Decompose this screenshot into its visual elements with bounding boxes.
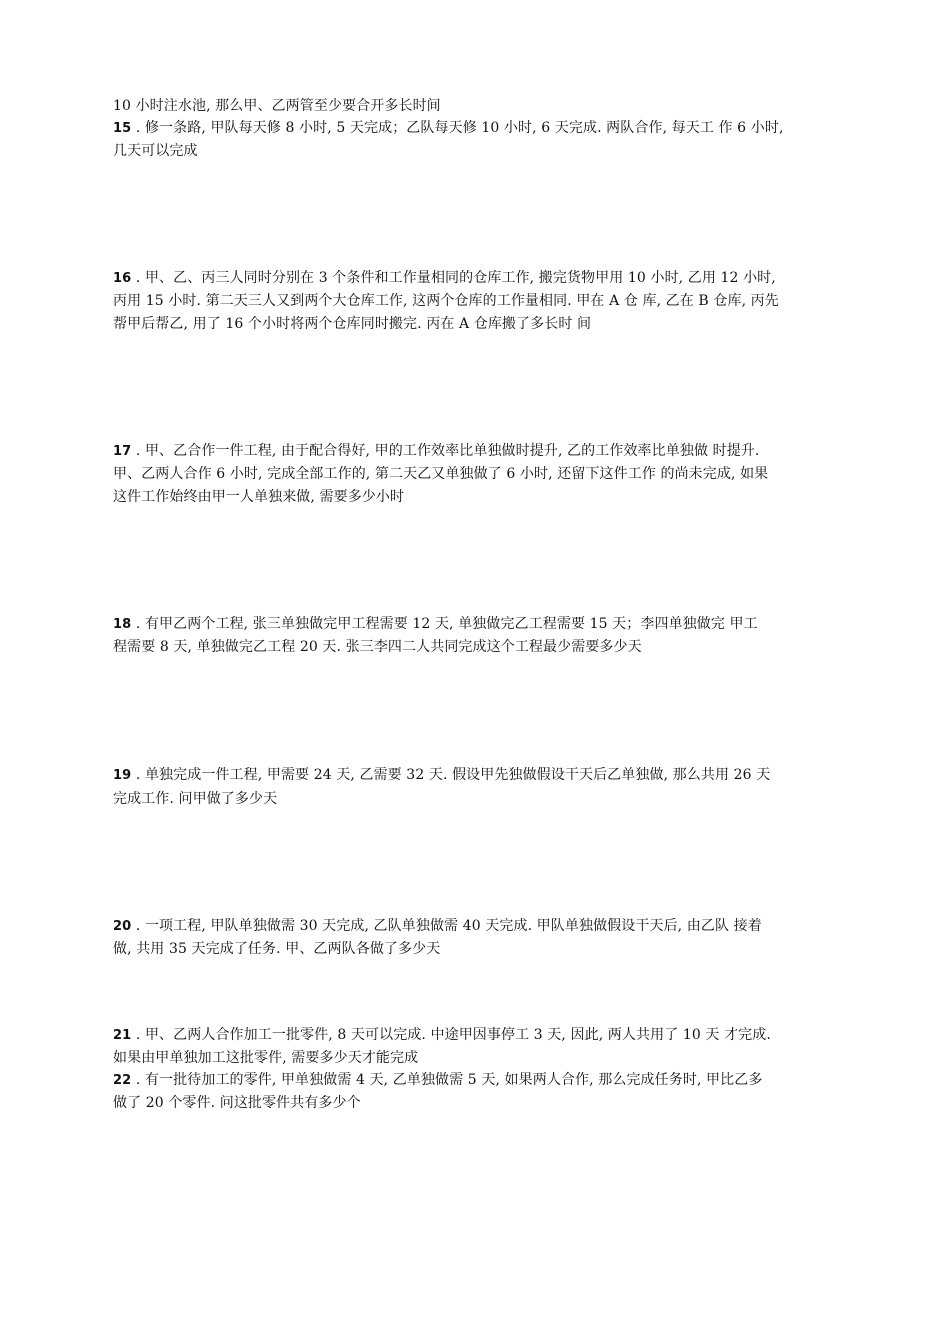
problem-text: . 单独完成一件工程, 甲需要 24 天, 乙需要 32 天. 假设甲先独做假设干天后乙单独做, 那么共用 26 天 — [131, 767, 771, 783]
problem-16-line-2: 丙用 15 小时. 第二天三人又到两个大仓库工作, 这两个仓库的工作量相同. 甲在 A 仓 库, 乙在 B 仓库, 丙先 — [113, 293, 779, 309]
problem-22-line-1 — [113, 1069, 853, 1092]
problem-text: . 修一条路, 甲队每天修 8 小时, 5 天完成；乙队每天修 10 小时, 6 天完成. 两队合作, 每天工 作 6 小时, — [131, 120, 784, 136]
problem-16-line-3: 帮甲后帮乙, 用了 16 个小时将两个仓库同时搬完. 丙在 A 仓库搬了多长时 间 — [113, 316, 592, 332]
problem-text: . 有甲乙两个工程, 张三单独做完甲工程需要 12 天, 单独做完乙工程需要 15 天；李四单独做完 甲工 — [131, 616, 758, 632]
problem-number: 20 — [113, 919, 132, 934]
problem-18-line-2: 程需要 8 天, 单独做完乙工程 20 天. 张三李四二人共同完成这个工程最少需要多少天 — [113, 639, 642, 655]
problem-17-line-3: 这件工作始终由甲一人单独来做, 需要多少小时 — [113, 489, 405, 505]
problem-16-line-1 — [113, 267, 853, 290]
fragment-line: 10 小时注水池, 那么甲、乙两管至少要合开多长时间 — [113, 98, 441, 114]
problem-number: 17 — [113, 444, 132, 459]
problem-text: . 甲、乙两人合作加工一批零件, 8 天可以完成. 中途甲因事停工 3 天, 因此, 两人共用了 10 天 才完成. — [131, 1027, 771, 1043]
problem-text: . 有一批待加工的零件, 甲单独做需 4 天, 乙单独做需 5 天, 如果两人合作, 那么完成任务时, 甲比乙多 — [131, 1072, 763, 1088]
problem-number: 19 — [113, 768, 132, 783]
problem-21-line-2: 如果由甲单独加工这批零件, 需要多少天才能完成 — [113, 1050, 419, 1066]
problem-text: . 一项工程, 甲队单独做需 30 天完成, 乙队单独做需 40 天完成. 甲队单独做假设干天后, 由乙队 接着 — [131, 918, 762, 934]
problem-15-line-1 — [113, 117, 853, 140]
problem-20-line-1 — [113, 915, 853, 938]
problem-20-line-2: 做, 共用 35 天完成了任务. 甲、乙两队各做了多少天 — [113, 941, 441, 957]
problem-19-line-1 — [113, 764, 853, 787]
problem-text: . 甲、乙合作一件工程, 由于配合得好, 甲的工作效率比单独做时提升, 乙的工作效率比单独做 时提升. — [131, 443, 760, 459]
problem-number: 22 — [113, 1073, 132, 1088]
problem-text: . 甲、乙、丙三人同时分别在 3 个条件和工作量相同的仓库工作, 搬完货物甲用 10 小时, 乙用 12 小时, — [131, 270, 776, 286]
problem-19-line-2: 完成工作. 问甲做了多少天 — [113, 791, 278, 807]
problem-15-line-2: 几天可以完成 — [113, 143, 198, 159]
problem-number: 15 — [113, 121, 132, 136]
problem-number: 18 — [113, 617, 132, 632]
problem-17-line-1 — [113, 440, 853, 463]
problem-18-line-1 — [113, 613, 853, 636]
problem-17-line-2: 甲、乙两人合作 6 小时, 完成全部工作的, 第二天乙又单独做了 6 小时, 还留下这件工作 的尚未完成, 如果 — [113, 466, 769, 482]
problem-number: 21 — [113, 1028, 132, 1043]
problem-22-line-2: 做了 20 个零件. 问这批零件共有多少个 — [113, 1095, 361, 1111]
problem-21-line-1 — [113, 1024, 853, 1047]
problem-number: 16 — [113, 271, 132, 286]
